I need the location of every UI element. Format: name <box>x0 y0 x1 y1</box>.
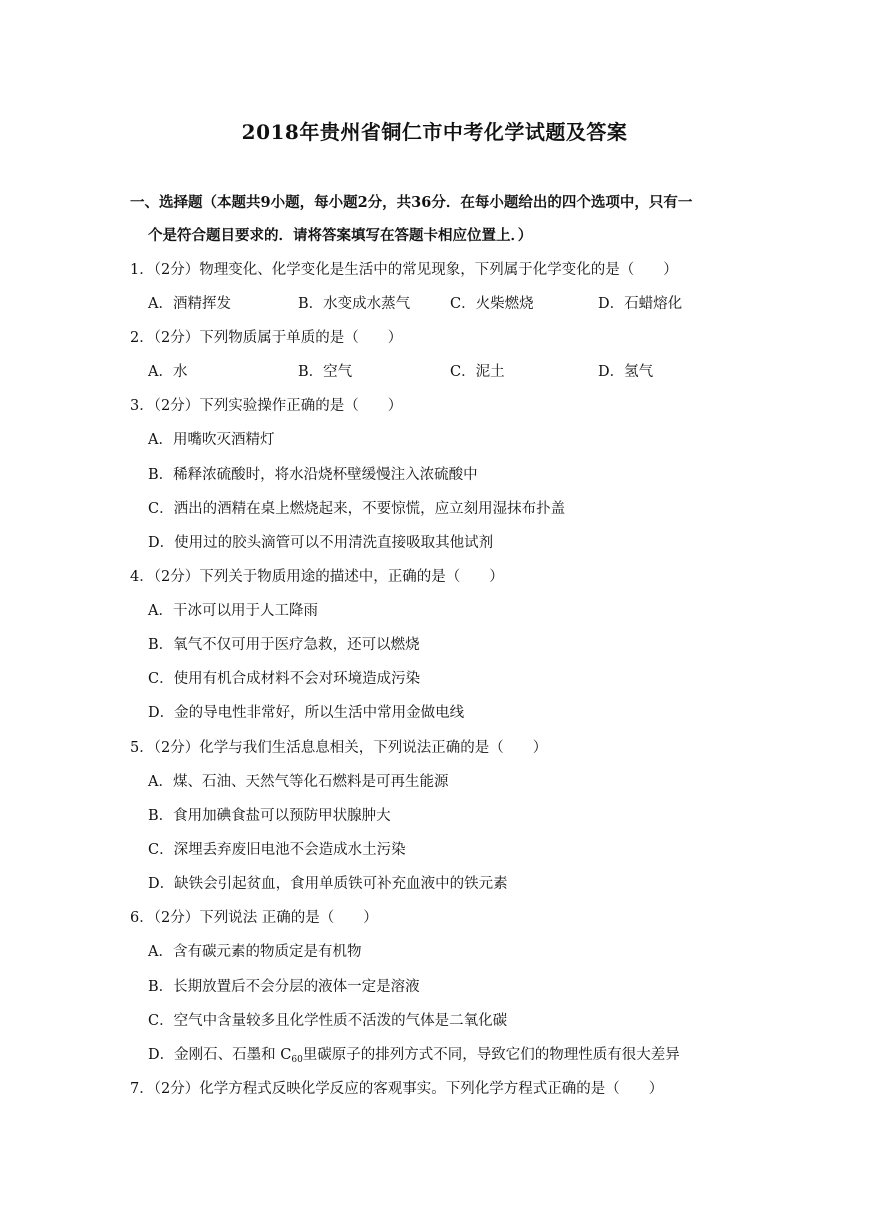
question-1-stem: 1．（2分）物理变化、化学变化是生活中的常见现象，下列属于化学变化的是（ ） <box>130 262 678 278</box>
question-1-option-c: C．火柴燃烧 <box>450 296 534 312</box>
section-heading-line2: 个是符合题目要求的．请将答案填写在答题卡相应位置上．） <box>148 227 533 244</box>
question-5-option-b: B．食用加碘食盐可以预防甲状腺肿大 <box>148 808 391 824</box>
question-4-option-a: A．干冰可以用于人工降雨 <box>148 603 318 619</box>
c60-subscript: 60 <box>291 1055 303 1065</box>
question-3-stem: 3．（2分）下列实验操作正确的是（ ） <box>130 398 403 414</box>
question-6-stem: 6．（2分）下列说法 正确的是（ ） <box>130 910 378 926</box>
question-4-stem: 4．（2分）下列关于物质用途的描述中，正确的是（ ） <box>130 569 504 585</box>
question-2-stem: 2．（2分）下列物质属于单质的是（ ） <box>130 330 403 346</box>
question-5-option-a: A．煤、石油、天然气等化石燃料是可再生能源 <box>148 774 449 790</box>
question-4-option-d: D．金的导电性非常好，所以生活中常用金做电线 <box>148 705 465 721</box>
question-7-stem: 7．（2分）化学方程式反映化学反应的客观事实。下列化学方程式正确的是（ ） <box>130 1081 664 1097</box>
question-2-option-b: B．空气 <box>298 364 353 380</box>
question-2-options <box>148 362 748 382</box>
question-4-option-b: B．氧气不仅可用于医疗急救，还可以燃烧 <box>148 637 420 653</box>
question-6-option-c: C．空气中含量较多且化学性质不活泼的气体是二氧化碳 <box>148 1013 508 1029</box>
question-3-option-a: A．用嘴吹灭酒精灯 <box>148 432 275 448</box>
question-3-option-c: C．洒出的酒精在桌上燃烧起来，不要惊慌，应立刻用湿抹布扑盖 <box>148 501 566 517</box>
question-4-option-c: C．使用有机合成材料不会对环境造成污染 <box>148 671 421 687</box>
question-2-option-d: D．氢气 <box>598 364 654 380</box>
question-1-options <box>148 294 748 314</box>
question-2-option-a: A．水 <box>148 364 188 380</box>
question-5-stem: 5．（2分）化学与我们生活息息相关，下列说法正确的是（ ） <box>130 740 548 756</box>
question-1-option-a: A．酒精挥发 <box>148 296 231 312</box>
question-3-option-b: B．稀释浓硫酸时，将水沿烧杯壁缓慢注入浓硫酸中 <box>148 467 478 483</box>
question-6-option-b: B．长期放置后不会分层的液体一定是溶液 <box>148 979 420 995</box>
question-1-option-b: B．水变成水蒸气 <box>298 296 411 312</box>
question-3-option-d: D．使用过的胶头滴管可以不用清洗直接吸取其他试剂 <box>148 535 494 551</box>
question-2-option-c: C．泥土 <box>450 364 505 380</box>
question-6-option-d-prefix: D．金刚石、石墨和 C <box>148 1047 292 1063</box>
question-5-option-d: D．缺铁会引起贫血，食用单质铁可补充血液中的铁元素 <box>148 876 508 892</box>
question-5-option-c: C．深埋丢弃废旧电池不会造成水土污染 <box>148 842 406 858</box>
document-title: 2018年贵州省铜仁市中考化学试题及答案 <box>241 120 628 144</box>
question-6-option-d <box>148 1045 680 1070</box>
question-1-option-d: D．石蜡熔化 <box>598 296 683 312</box>
question-6-option-a: A．含有碳元素的物质定是有机物 <box>148 944 362 960</box>
section-heading-line1: 一、选择题（本题共9小题，每小题2分，共36分．在每小题给出的四个选项中，只有一 <box>130 194 693 211</box>
question-6-option-d-suffix: 里碳原子的排列方式不同，导致它们的物理性质有很大差异 <box>302 1047 680 1063</box>
